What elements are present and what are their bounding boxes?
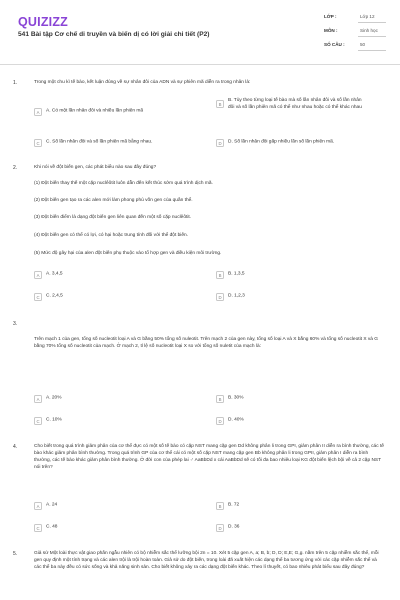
option-letter: D: [216, 293, 224, 301]
statement-3: (3) Đột biến điểm là dạng đột biến gen liên quan đến một số cặp nuclêôtit.: [34, 215, 192, 220]
option-letter: B: [216, 271, 224, 279]
option-letter: C: [34, 524, 42, 532]
option-text: A. 24: [46, 502, 58, 508]
question-number: 4.: [13, 444, 18, 450]
meta-grade-value: Lớp 12: [360, 14, 375, 19]
question-text: Khi nói về đột biến gen, các phát biểu nào sau đây đúng?: [34, 165, 157, 170]
option-letter: D: [216, 417, 224, 425]
option-letter: C: [34, 417, 42, 425]
option-letter: A: [34, 108, 42, 116]
option-letter: C: [34, 139, 42, 147]
option-text: D. 40%: [228, 417, 244, 423]
question-text: Cho biết trong quá trình giảm phân của cơ thể đực có một số tế bào có cặp NST mang cặp gen Dd không phân li trong GPI, giảm phân II diễn ra bình thường, các tế bào khác giảm phân bình thường. Trong quá trình GP của cơ thể cái có một số cặp NST mang cặp gen Bb không phân li trong GPII, giảm phân I diễn ra bình thường, các tế bào khác giảm phân bình thường. Ở đời con của phép lai ♂ AaBbDd x cái AaBbDd sẽ có tối đa bao nhiêu loại KG đột biến lệch bội về cả 2 cặp NST nói trên?: [34, 444, 384, 470]
option-text: C. 10%: [46, 417, 62, 423]
meta-divider: [358, 22, 386, 23]
option-letter: D: [216, 139, 224, 147]
option-letter: B: [216, 502, 224, 510]
option-text: C. Số lần nhân đôi và số lần phiên mã bằng nhau.: [46, 139, 153, 145]
option-text: B. 72: [228, 502, 240, 508]
option-a[interactable]: [34, 395, 61, 404]
meta-count-label: SỐ CÂU :: [324, 42, 345, 47]
option-letter: A: [34, 271, 42, 279]
option-text: B. 30%: [228, 395, 244, 401]
option-text: C. 48: [46, 524, 58, 530]
meta-divider: [358, 36, 386, 37]
question-text: Giả sử Một loài thực vật giao phấn ngẫu nhiên có bộ nhiễm sắc thể lưỡng bội 2n = 10. Xét 5 cặp gen A, a; B, b; D, D; E,E; G,g. nằm trên 5 cặp nhiễm sắc thể, mỗi gen quy định một tính trạng và các alen trội là trội hoàn toàn. Giả sử do đột biến, trong loài đã xuất hiện các dạng thể ba tương ứng với các cặp nhiễm sắc thể và các thể ba này đều có sức sống và khả năng sinh sản. Cho biết không xảy ra các dạng đột biến khác. Theo lí thuyết, có bao nhiêu phát biểu sau đây đúng?: [34, 551, 379, 570]
header-divider: [0, 64, 400, 65]
document-header: [0, 0, 400, 70]
option-letter: A: [34, 502, 42, 510]
document-title: 541 Bài tập Cơ chế di truyền và biến dị có lời giải chi tiết (P2): [18, 31, 210, 38]
question-number: 1.: [13, 80, 18, 86]
option-letter: B: [216, 100, 224, 108]
option-text: A. 20%: [46, 395, 62, 401]
question-number: 3.: [13, 321, 18, 327]
option-text: B. 1,3,5: [228, 271, 245, 277]
statement-5: (5) Mức độ gây hại của alen đột biến phụ thuộc vào tổ hợp gen và điều kiện môi trường.: [34, 251, 222, 256]
option-text: A. 3,4,5: [46, 271, 63, 277]
statement-2: (2) Đột biến gen tạo ra các alen mới làm phong phú vốn gen của quần thể.: [34, 198, 193, 203]
option-a[interactable]: [34, 502, 57, 511]
statement-1: (1) Đột biến thay thế một cặp nuclêôtit luôn dẫn đến kết thúc sớm quá trình dịch mã.: [34, 181, 213, 186]
option-text: D. 1,2,3: [228, 293, 245, 299]
option-c[interactable]: [34, 139, 152, 148]
quizizz-logo: QUIZIZZ: [18, 15, 69, 29]
meta-subject-value: Sinh học: [360, 28, 378, 33]
meta-divider: [358, 50, 386, 51]
statement-4: (4) Đột biến gen có thể có lợi, có hại hoặc trung tính đối với thể đột biến.: [34, 233, 189, 238]
meta-count-value: 50: [360, 42, 366, 47]
option-text: A. Có một lần nhân đôi và nhiều lần phiên mã: [46, 108, 144, 114]
question-text: Trên mạch 1 của gen, tổng số nucleotit loại A và G bằng 50% tổng số nuleotit. Trên mạch 2 của gen này, tổng số loại A và X bằng 60% và tổng số nucleotit X và G bằng 70% tổng số nucleotit của mạch. Ở mạch 2, tỉ lệ số nucleotit loại X so với tổng số nuletit của mạch là:: [34, 337, 378, 349]
question-number: 2.: [13, 165, 18, 171]
option-text: D. 36: [228, 524, 240, 530]
option-b[interactable]: [216, 271, 245, 280]
option-c[interactable]: [34, 293, 63, 302]
option-letter: C: [34, 293, 42, 301]
option-text: B. Tùy theo từng loại tế bào mà số lần nhân đôi và số lần nhân đôi và số lần phiên mã có thể như nhau hoặc có thể khác nhau: [228, 98, 362, 110]
option-d[interactable]: [216, 139, 334, 148]
option-c[interactable]: [34, 524, 57, 533]
option-d[interactable]: [216, 524, 239, 533]
option-a[interactable]: [34, 108, 143, 117]
option-letter: B: [216, 395, 224, 403]
option-d[interactable]: [216, 293, 245, 302]
question-number: 5.: [13, 551, 18, 557]
option-text: D. Số lần nhân đôi gấp nhiều lần số lần phiên mã.: [228, 139, 335, 145]
option-letter: A: [34, 395, 42, 403]
option-b[interactable]: [216, 395, 243, 404]
option-a[interactable]: [34, 271, 63, 280]
option-d[interactable]: [216, 417, 244, 426]
option-letter: D: [216, 524, 224, 532]
meta-grade-label: LỚP :: [324, 14, 337, 19]
option-b[interactable]: [216, 98, 368, 112]
option-c[interactable]: [34, 417, 62, 426]
question-text: Trong một chu kì tế bào, kết luận đúng về sự nhân đôi của ADN và sự phiên mã diễn ra trong nhân là:: [34, 80, 251, 85]
option-text: C. 2,4,5: [46, 293, 63, 299]
option-b[interactable]: [216, 502, 239, 511]
meta-subject-label: MÔN :: [324, 28, 338, 33]
